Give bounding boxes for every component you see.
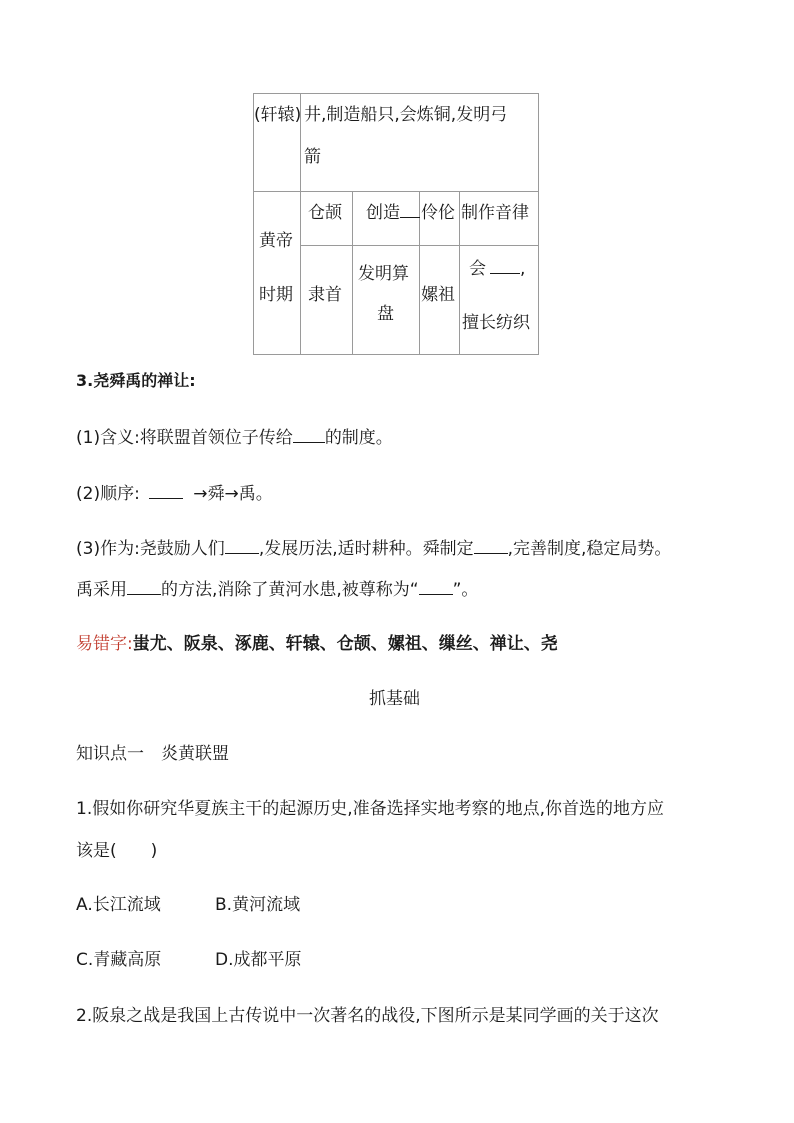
item3-blank1[interactable] <box>225 539 259 554</box>
section3-title: 3.尧舜禹的禅让: <box>76 371 196 390</box>
section3-item2 <box>76 479 273 504</box>
item3-line2-post: ”。 <box>452 580 479 600</box>
table-vline-4 <box>459 191 460 355</box>
cell-shiqi-label: 时期 <box>259 285 293 305</box>
cell-fangzhi: 擅长纺织 <box>462 313 530 333</box>
chuangzao-blank[interactable] <box>400 203 420 218</box>
yicuozi-words: 蚩尤、阪泉、涿鹿、轩辕、仓颉、嫘祖、缫丝、禅让、尧 <box>132 634 558 654</box>
table-vline-2 <box>352 191 353 355</box>
section3-item3-line2 <box>76 575 478 600</box>
q1-line2: 该是( ) <box>76 841 158 861</box>
cell-achievements-line2: 箭 <box>304 147 321 167</box>
cell-suanpan-line2: 盘 <box>377 304 394 324</box>
section3-item1 <box>76 423 393 448</box>
cell-linglun: 伶伦 <box>421 203 455 223</box>
yicuozi-line <box>76 629 558 654</box>
yicuozi-label: 易错字: <box>76 634 133 654</box>
cell-yinlu: 制作音律 <box>461 203 529 223</box>
item3-mid1: ,发展历法,适时耕种。舜制定 <box>258 539 474 559</box>
cell-hui <box>469 249 525 289</box>
cell-achievements-line1: 井,制造船只,会炼铜,发明弓 <box>304 105 508 125</box>
item1-pre: (1)含义:将联盟首领位子传给 <box>76 428 293 448</box>
item3-mid2: ,完善制度,稳定局势。 <box>507 539 672 559</box>
history-table <box>253 93 539 355</box>
hui-blank[interactable] <box>490 259 520 274</box>
table-border-right <box>538 93 539 355</box>
cell-leizu: 嫘祖 <box>421 285 455 305</box>
q1-option-b[interactable]: B.黄河流域 <box>215 895 301 915</box>
item1-post: 的制度。 <box>324 428 393 448</box>
chuangzao-text: 创造 <box>366 203 400 223</box>
table-border-top <box>253 93 539 94</box>
item3-line2-mid: 的方法,消除了黄河水患,被尊称为“ <box>161 580 419 600</box>
item2-post: →舜→禹。 <box>193 484 273 504</box>
item1-blank[interactable] <box>293 428 325 443</box>
section-heading: 抓基础 <box>369 689 420 709</box>
item3-line2-pre: 禹采用 <box>76 580 127 600</box>
section3-item3 <box>76 534 671 559</box>
cell-lishou: 隶首 <box>308 285 342 305</box>
item3-pre: (3)作为:尧鼓励人们 <box>76 539 225 559</box>
cell-suanpan-line1: 发明算 <box>358 264 409 284</box>
cell-xuanyuan: (轩辕) <box>254 105 302 125</box>
q1-line1: 1.假如你研究华夏族主干的起源历史,准备选择实地考察的地点,你首选的地方应 <box>76 799 665 819</box>
item2-blank[interactable] <box>149 484 183 499</box>
q1-option-c[interactable]: C.青藏高原 <box>76 950 162 970</box>
item3-blank3[interactable] <box>127 580 161 595</box>
hui-comma: , <box>520 259 526 279</box>
cell-cangjie: 仓颉 <box>308 203 342 223</box>
table-border-bottom <box>253 354 539 355</box>
cell-huangdi-label: 黄帝 <box>259 231 293 251</box>
item2-pre: (2)顺序: <box>76 484 146 504</box>
item3-blank2[interactable] <box>474 539 508 554</box>
item3-blank4[interactable] <box>419 580 453 595</box>
cell-chuangzao <box>366 193 420 233</box>
q1-option-d[interactable]: D.成都平原 <box>215 950 302 970</box>
q1-option-a[interactable]: A.长江流域 <box>76 895 161 915</box>
hui-text: 会 <box>469 259 486 279</box>
q2-line1: 2.阪泉之战是我国上古传说中一次著名的战役,下图所示是某同学画的关于这次 <box>76 1006 659 1026</box>
table-hline-1 <box>253 191 539 192</box>
knowledge-point-title: 知识点一 炎黄联盟 <box>76 744 229 764</box>
